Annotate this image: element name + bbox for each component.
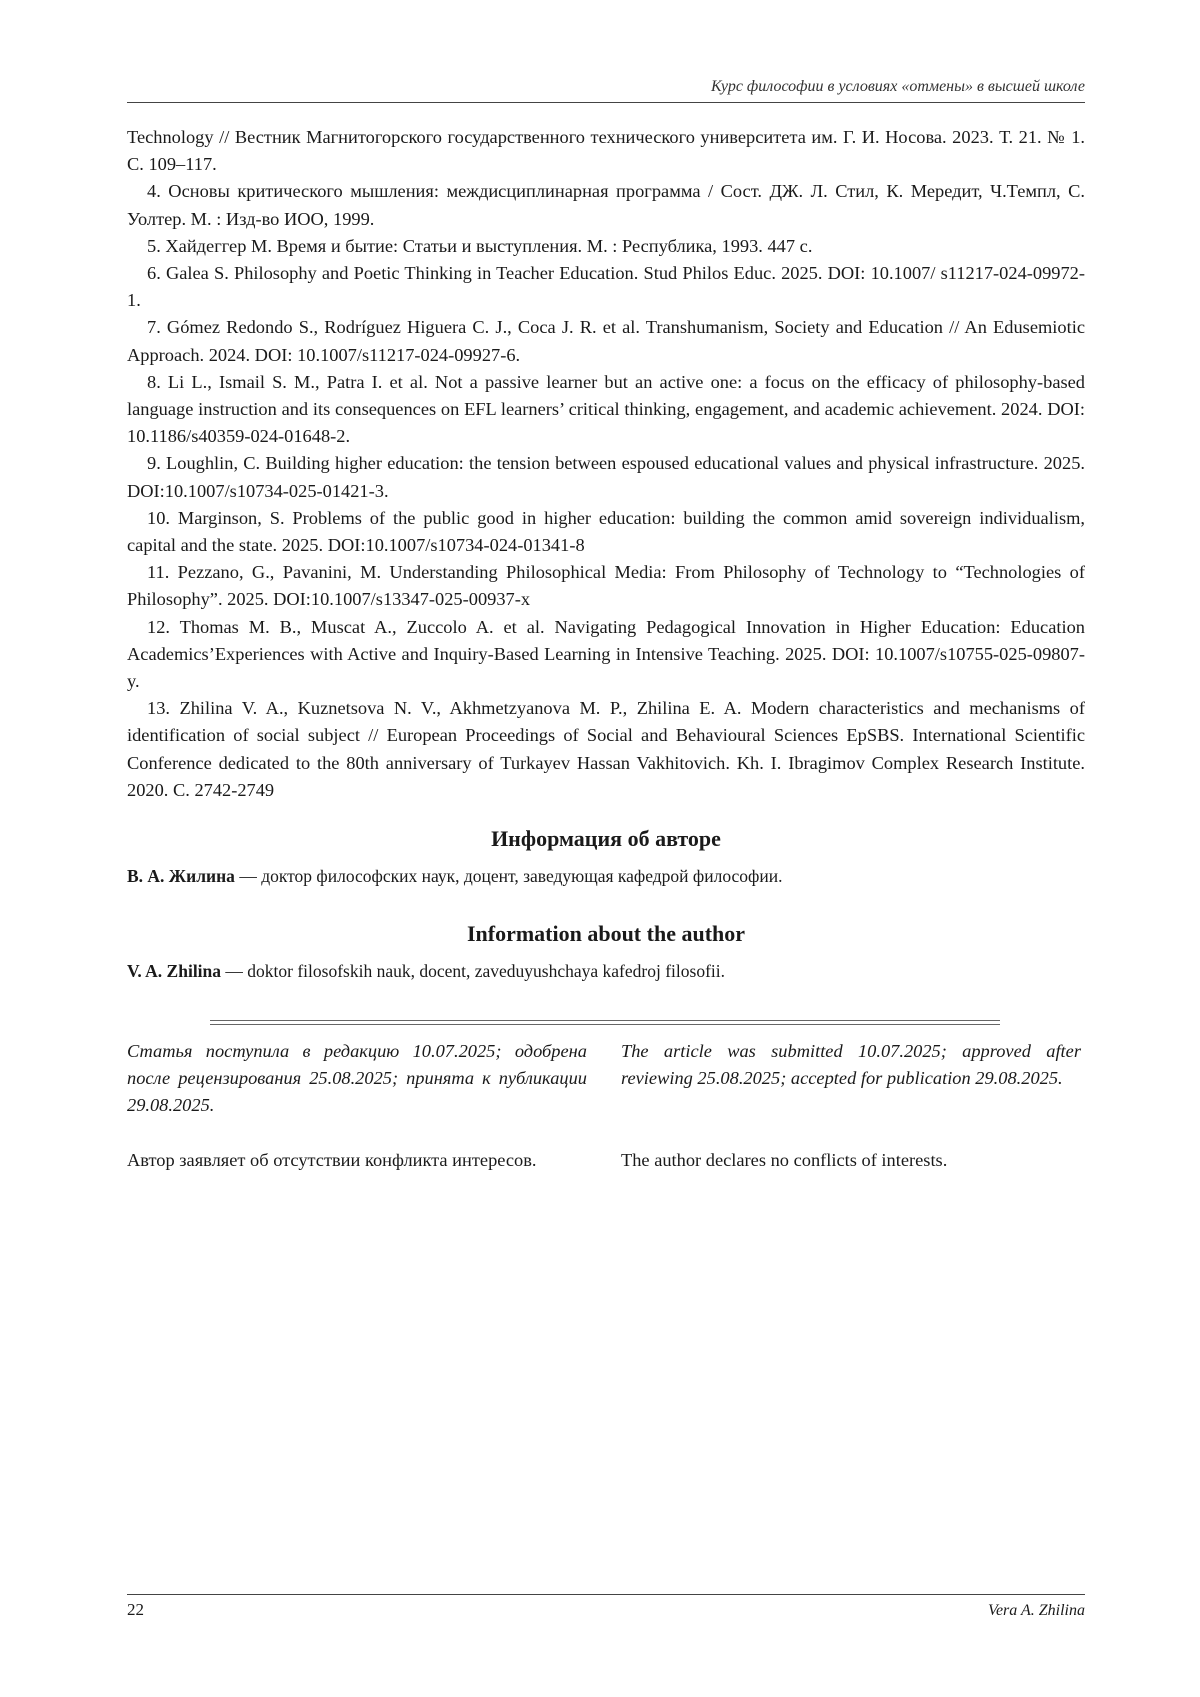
author-name-en: V. A. Zhilina <box>127 961 222 981</box>
footer-rule <box>127 1594 1085 1595</box>
reference-item: 8. Li L., Ismail S. M., Patra I. et al. Not a passive learner but an active one: a focus on the efficacy of philosophy-based language instruction and its consequences on EFL learners’ critical thinking, engagement, and academic achievement. 2024. DOI: 10.1186/s40359-024-01648-2. <box>127 371 1085 447</box>
reference-item: Technology // Вестник Магнитогорского государственного технического университета им. Г. И. Носова. 2023. Т. 21. № 1. С. 109–117. <box>127 127 1085 175</box>
header-rule <box>127 102 1085 103</box>
reference-item: 11. Pezzano, G., Pavanini, M. Understanding Philosophical Media: From Philosophy of Technology to “Technologies of Philosophy”. 2025. DOI:10.1007/s13347-025-00937-x <box>127 562 1085 610</box>
author-info-en-line <box>127 961 1085 982</box>
reference-item: 4. Основы критического мышления: междисциплинарная программа / Сост. ДЖ. Л. Стил, К. Мередит, Ч.Темпл, С. Уолтер. М. : Изд-во ИОО, 1999. <box>127 181 1085 229</box>
author-info-ru-line <box>127 866 1085 887</box>
conflicts-ru <box>127 1147 587 1174</box>
reference-item: 12. Thomas M. B., Muscat A., Zuccolo A. et al. Navigating Pedagogical Innovation in Higher Education: Education Academics’Experiences with Active and Inquiry-Based Learning in Intensive Teaching. 2025. DOI: 10.1007/s10755-025-09807-y. <box>127 616 1085 692</box>
conflicts-ru-text: Автор заявляет об отсутствии конфликта интересов. <box>127 1150 537 1170</box>
author-description-en: — doktor filosofskih nauk, docent, zaveduyushchaya kafedroj filosofii. <box>221 961 726 981</box>
reference-item: 5. Хайдеггер М. Время и бытие: Статьи и выступления. М. : Республика, 1993. 447 с. <box>147 235 813 256</box>
footer-author: Vera A. Zhilina <box>987 1602 1085 1619</box>
dates-en-text: The article was submitted 10.07.2025; approved after reviewing 25.08.2025; accepted for publication 29.08.2025. <box>621 1041 1081 1089</box>
section-double-rule <box>210 1020 1000 1025</box>
reference-list <box>127 124 1085 804</box>
author-info-ru-title: Информация об авторе <box>491 826 721 851</box>
dates-ru-text: Статья поступила в редакцию 10.07.2025; одобрена после рецензирования 25.08.2025; принята к публикации 29.08.2025. <box>127 1041 587 1116</box>
reference-item: 13. Zhilina V. A., Kuznetsova N. V., Akhmetzyanova M. P., Zhilina E. A. Modern characteristics and mechanisms of identification of social subject // European Proceedings of Social and Behavioural Sciences EpSBS. International Scientific Conference dedicated to the 80th anniversary of Turkayev Hassan Vakhitovich. Kh. I. Ibragimov Complex Research Institute. 2020. С. 2742-2749 <box>127 698 1085 800</box>
author-info-en-title: Information about the author <box>466 921 746 946</box>
dates-ru <box>127 1038 587 1120</box>
author-name-ru: В. А. Жилина <box>127 866 235 886</box>
journal-page <box>127 0 1085 1697</box>
reference-item: 9. Loughlin, C. Building higher education: the tension between espoused educational values and physical infrastructure. 2025. DOI:10.1007/s10734-025-01421-3. <box>127 453 1085 501</box>
author-description-ru: — доктор философских наук, доцент, заведующая кафедрой философии. <box>234 866 783 886</box>
reference-item: 10. Marginson, S. Problems of the public good in higher education: building the common amid sovereign individualism, capital and the state. 2025. DOI:10.1007/s10734-024-01341-8 <box>127 507 1085 556</box>
conflicts-en <box>621 1147 1081 1174</box>
reference-item: 7. Gómez Redondo S., Rodríguez Higuera C. J., Coca J. R. et al. Transhumanism, Society and Education // An Edusemiotic Approach. 2024. DOI: 10.1007/s11217-024-09927-6. <box>127 317 1085 365</box>
running-head: Курс философии в условиях «отмены» в высшей школе <box>710 78 1085 95</box>
page-number: 22 <box>127 1600 144 1619</box>
dates-en <box>621 1038 1081 1092</box>
reference-item: 6. Galea S. Philosophy and Poetic Thinking in Teacher Education. Stud Philos Educ. 2025. DOI: 10.1007/ s11217-024-09972-1. <box>127 263 1085 311</box>
conflicts-en-text: The author declares no conflicts of interests. <box>621 1150 948 1170</box>
